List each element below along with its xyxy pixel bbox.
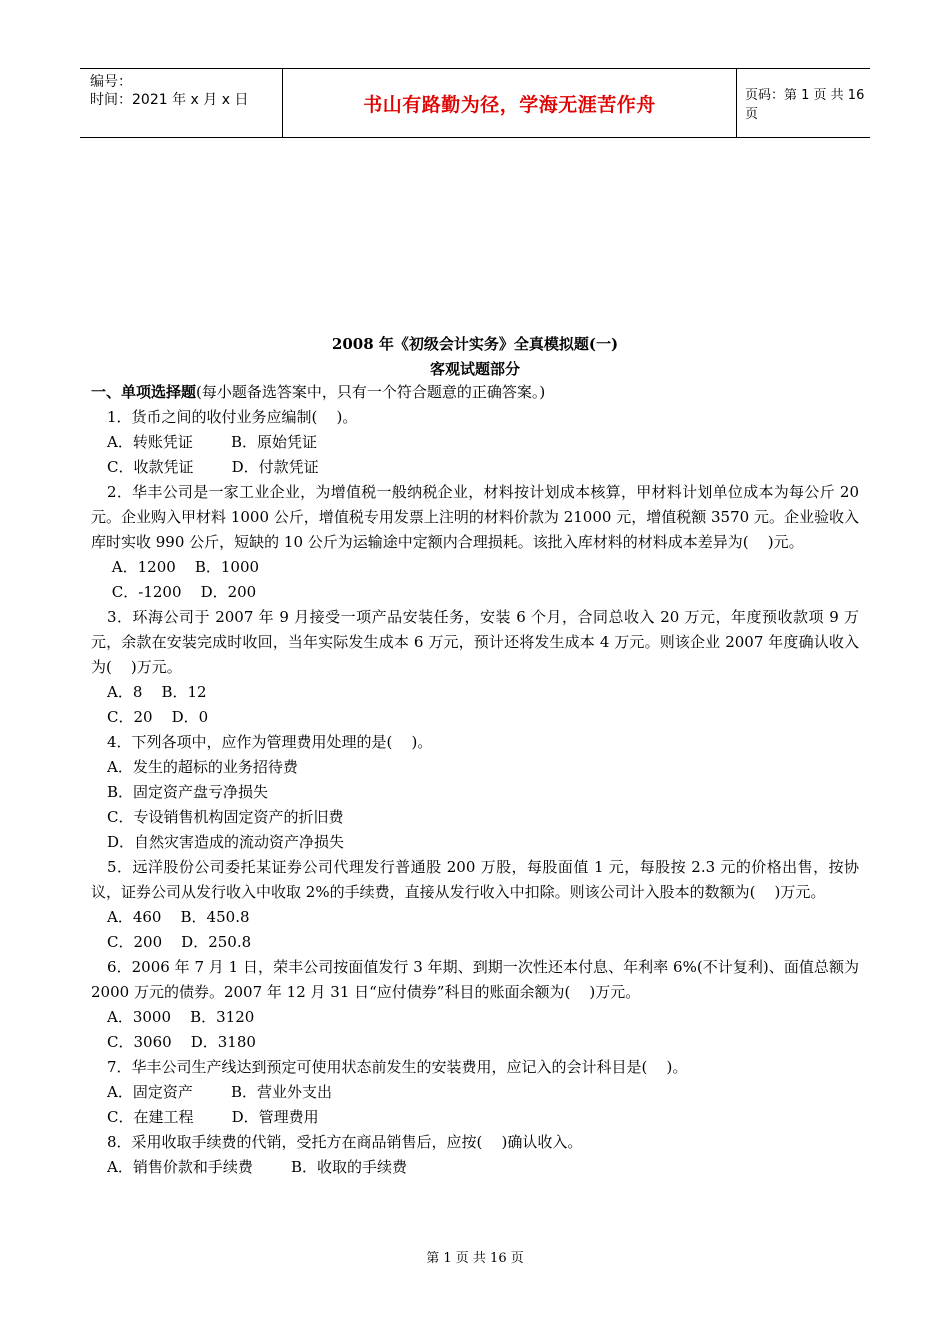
document-title: 2008 年《初级会计实务》全真模拟题(一): [331, 335, 619, 353]
question-line: A．8 B．12: [107, 683, 207, 701]
header-page-cell: [737, 69, 870, 137]
question-line: 4．下列各项中，应作为管理费用处理的是( )。: [107, 733, 433, 751]
question-line: A．销售价款和手续费 B．收取的手续费: [107, 1158, 408, 1176]
question-line: A．固定资产 B．营业外支出: [107, 1083, 333, 1101]
question-line: C．200 D．250.8: [107, 933, 252, 951]
question-line: A．460 B．450.8: [107, 908, 250, 926]
motto-text: 书山有路勤为径，学海无涯苦作舟: [363, 93, 656, 116]
time-label: 时间：2021 年 x 月 x 日: [90, 92, 249, 108]
question-line: C．-1200 D．200: [107, 583, 257, 601]
question-line: 1．货币之间的收付业务应编制( )。: [107, 408, 358, 426]
question-line: C．3060 D．3180: [107, 1033, 256, 1051]
section-heading: [91, 380, 859, 405]
question-line: C．专设销售机构固定资产的折旧费: [107, 808, 344, 826]
number-label: 编号：: [90, 74, 132, 90]
question-line: D．自然灾害造成的流动资产净损失: [107, 833, 345, 851]
question-line: A．1200 B．1000: [107, 558, 260, 576]
section-title: 一、单项选择题: [91, 383, 197, 401]
question-paragraph: 2．华丰公司是一家工业企业，为增值税一般纳税企业，材料按计划成本核算，甲材料计划单位成本为每公斤 20 元。企业购入甲材料 1000 公斤，增值税专用发票上注明的材料价款为 21000 元，增值税额 3570 元。企业验收入库时实收 990 公斤，短缺的 10 公斤为运输途中定额内合理损耗。该批入库材料的材料成本差异为( )元。: [91, 483, 864, 551]
page-info: 页码：第 1 页 共 16 页: [745, 88, 865, 122]
question-paragraph: 5．远洋股份公司委托某证券公司代理发行普通股 200 万股，每股面值 1 元，每股按 2.3 元的价格出售，按协议，证券公司从发行收入中收取 2%的手续费，直接从发行收入中扣除。则该公司计入股本的数额为( )万元。: [91, 858, 859, 901]
question-body: [91, 380, 864, 1180]
question-line: C．在建工程 D．管理费用: [107, 1108, 319, 1126]
header-meta-cell: [80, 69, 282, 137]
question-line: 7．华丰公司生产线达到预定可使用状态前发生的安装费用，应记入的会计科目是( )。: [107, 1058, 688, 1076]
question-line: C．收款凭证 D．付款凭证: [107, 458, 319, 476]
question-paragraph: 6．2006 年 7 月 1 日，荣丰公司按面值发行 3 年期、到期一次性还本付息、年利率 6%(不计复利)、面值总额为 2000 万元的债券。2007 年 12 月 31 日“应付债券”科目的账面余额为( )万元。: [91, 958, 864, 1001]
header-motto-cell: [282, 69, 737, 137]
page-footer: 第 1 页 共 16 页: [426, 1251, 524, 1266]
question-line: A．转账凭证 B．原始凭证: [107, 433, 318, 451]
question-paragraph: 3．环海公司于 2007 年 9 月接受一项产品安装任务，安装 6 个月，合同总收入 20 万元，年度预收款项 9 万元，余款在安装完成时收回，当年实际发生成本 6 万元，预计还将发生成本 4 万元。则该企业 2007 年度确认收入为( )万元。: [91, 608, 859, 676]
page-header: [80, 68, 870, 138]
question-line: 8．采用收取手续费的代销，受托方在商品销售后，应按( )确认收入。: [107, 1133, 583, 1151]
question-line: C．20 D．0: [107, 708, 209, 726]
question-line: A．3000 B．3120: [107, 1008, 255, 1026]
section-note: (每小题备选答案中，只有一个符合题意的正确答案。): [196, 383, 546, 401]
question-line: B．固定资产盘亏净损失: [107, 783, 269, 801]
question-line: A．发生的超标的业务招待费: [107, 758, 298, 776]
document-subtitle: 客观试题部分: [429, 360, 520, 378]
question-list: [91, 405, 864, 1180]
